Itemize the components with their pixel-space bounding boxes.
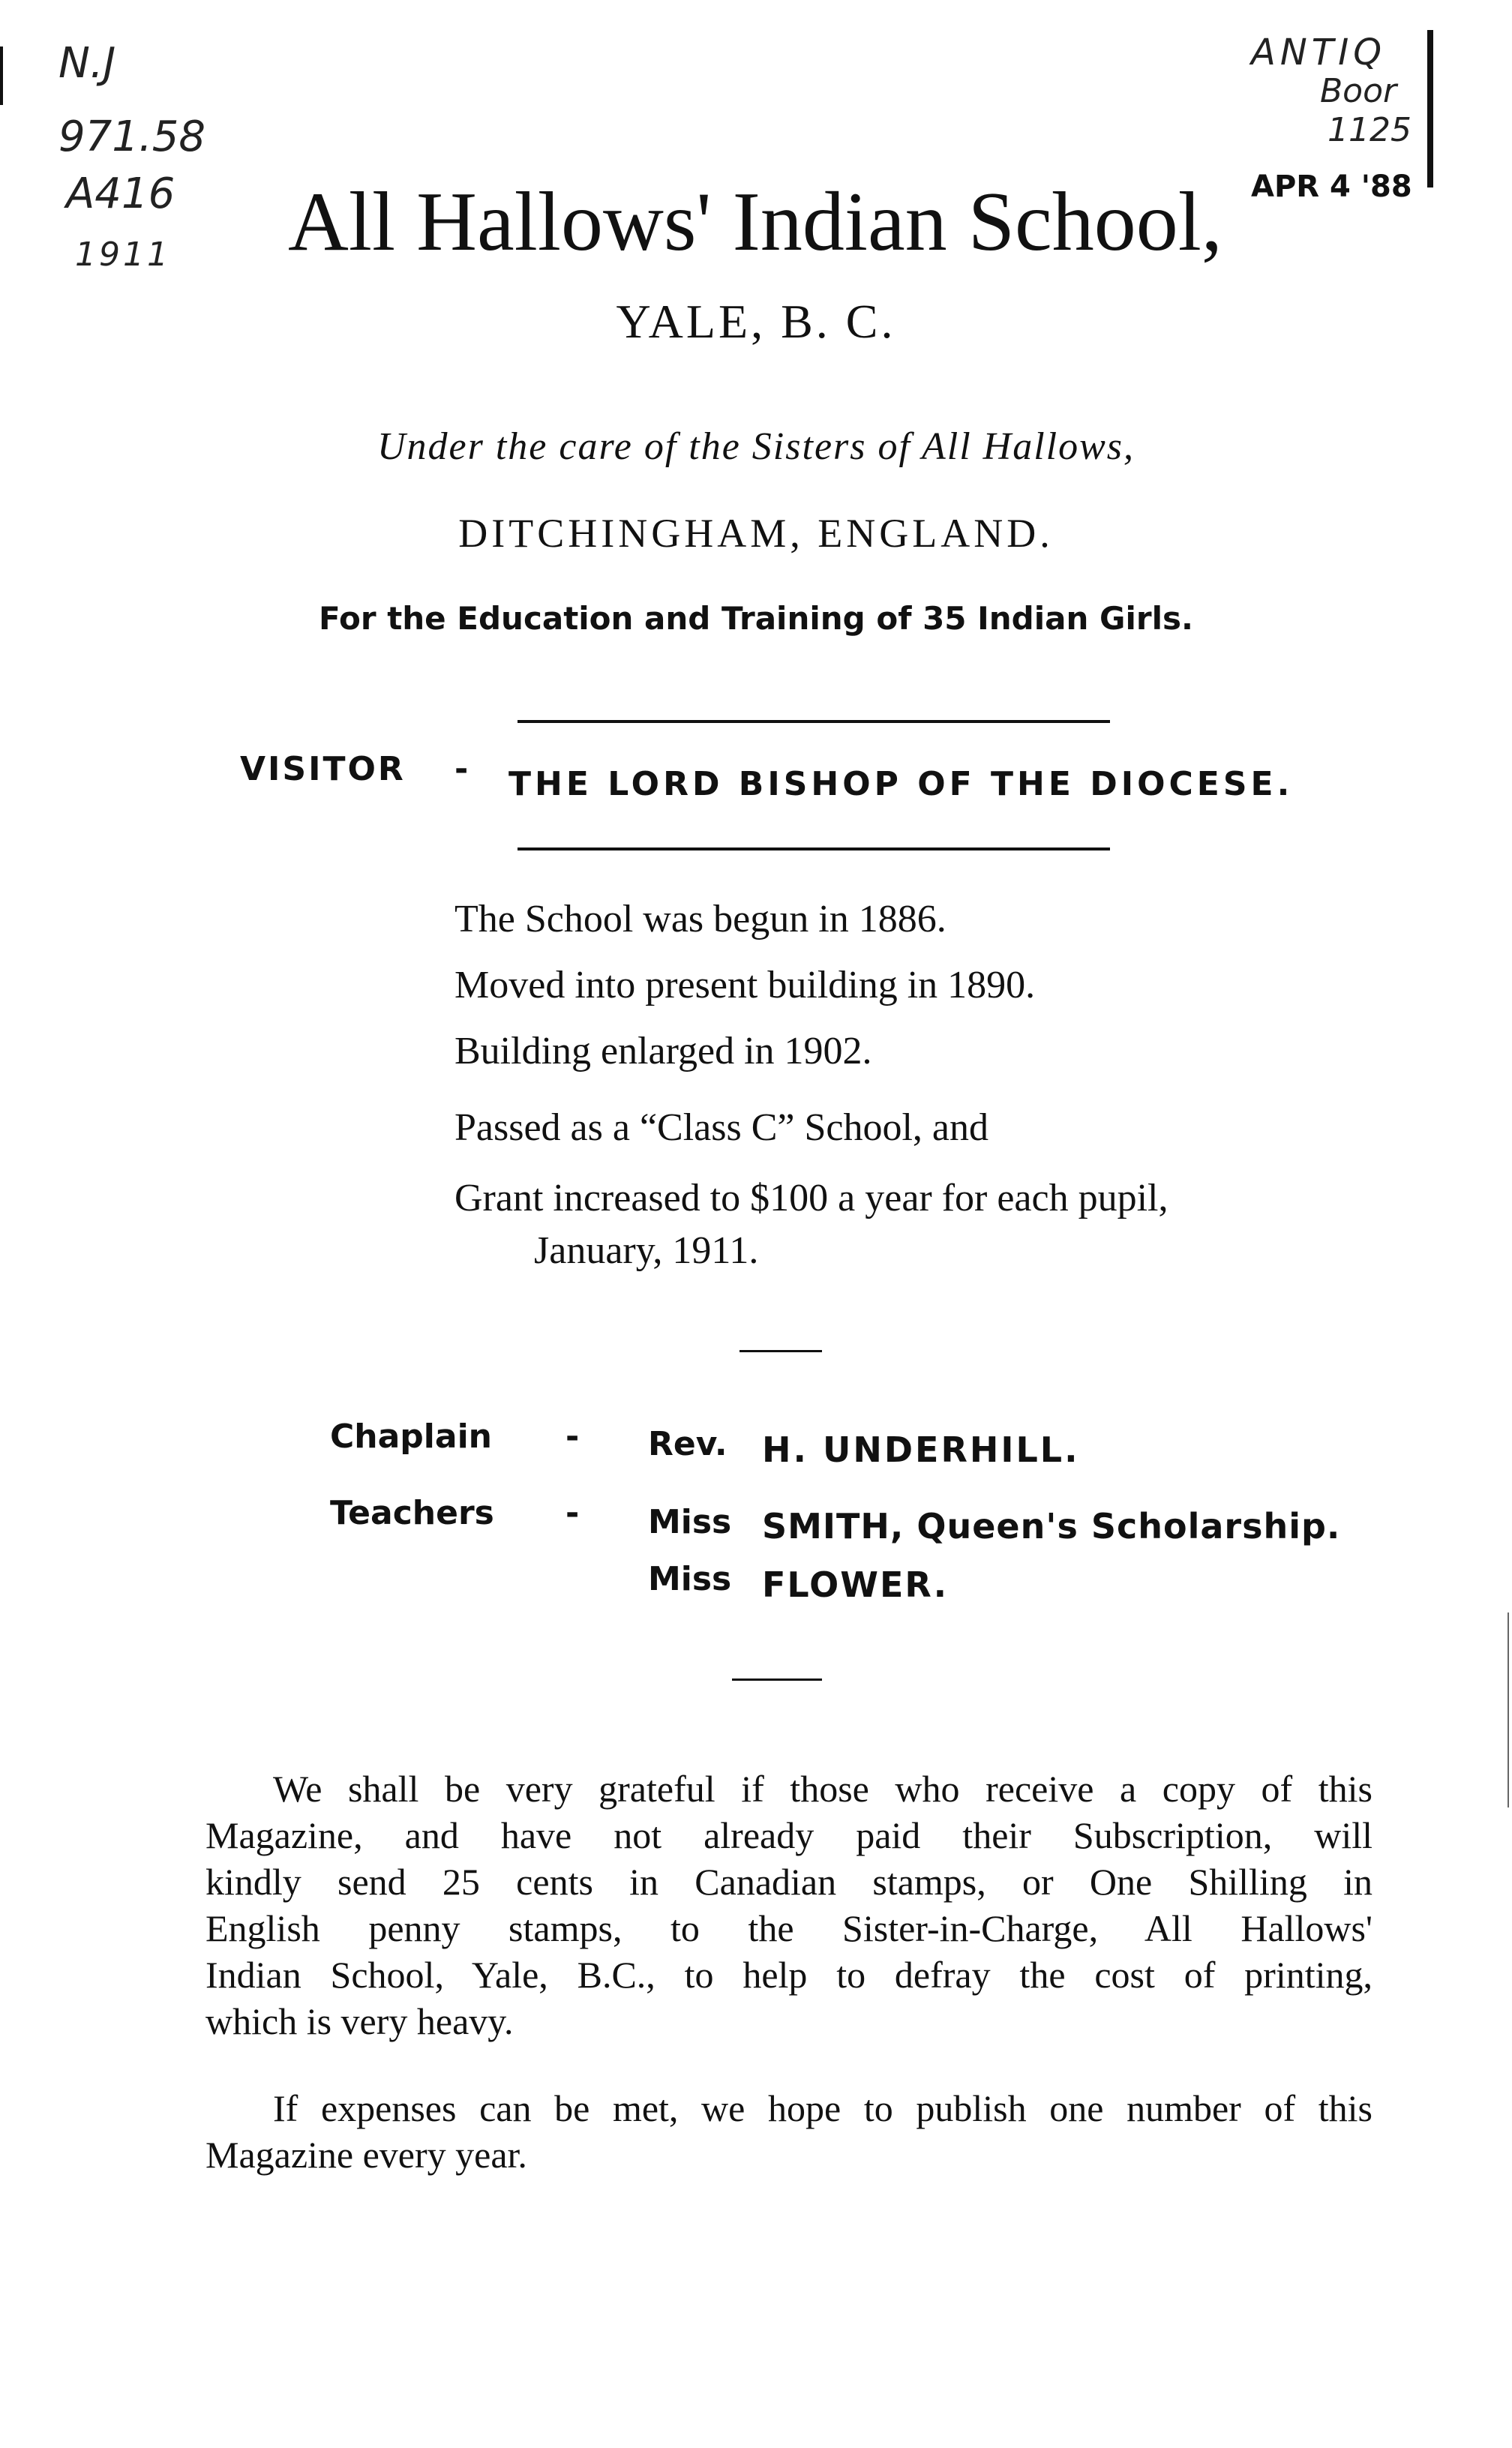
appeal-line: Indian School, Yale, B.C., to help to defray the cost of printing, [206,1954,1372,1996]
stamp-line-2: Boor [1320,72,1397,110]
divider-short-2 [732,1678,822,1681]
history-line: The School was begun in 1886. [454,898,946,940]
publication-paragraph [206,2085,1372,2178]
appeal-line: Magazine, and have not already paid their Subscription, will [206,1814,1372,1856]
teacher-title: Miss [648,1560,732,1598]
teacher-title: Miss [648,1503,732,1541]
call-number-1: N.J [58,39,116,88]
location-line: YALE, B. C. [616,295,896,348]
date-stamp: APR 4 '88 [1251,170,1412,204]
right-edge-line [1508,1612,1509,1808]
history-line: Grant increased to $100 a year for each pupil, [454,1177,1168,1220]
appeal-line: which is very heavy. [206,2000,514,2042]
right-border-mark [1427,30,1433,188]
visitor-value: THE LORD BISHOP OF THE DIOCESE. [508,765,1294,803]
call-number-3: A416 [66,170,176,218]
visitor-label: VISITOR [240,750,406,788]
history-line: January, 1911. [534,1229,759,1272]
appeal-line: kindly send 25 cents in Canadian stamps, or One Shilling in [206,1861,1372,1903]
care-line: Under the care of the Sisters of All Hallows, [376,425,1136,468]
history-line: Building enlarged in 1902. [454,1030,872,1072]
chaplain-title: Rev. [648,1425,728,1463]
divider-top [518,720,1110,723]
visitor-dash: - [454,750,469,788]
appeal-paragraph [206,1766,1372,2044]
call-number-2: 971.58 [58,112,206,161]
place-line: DITCHINGHAM, ENGLAND. [458,511,1054,556]
divider-short-1 [740,1350,822,1352]
teachers-dash: - [566,1494,580,1532]
stamp-line-1: ANTIQ [1251,32,1386,74]
call-number-4: 1911 [75,236,171,274]
teacher-name: FLOWER. [762,1564,949,1605]
appeal-line: We shall be very grateful if those who receive a copy of this [273,1768,1372,1810]
teachers-label: Teachers [330,1494,494,1532]
chaplain-dash: - [566,1418,580,1456]
divider-visitor [518,848,1110,850]
publication-line: Magazine every year. [206,2134,527,2176]
history-line: Passed as a “Class C” School, and [454,1106,989,1149]
stamp-line-3: 1125 [1328,111,1412,149]
publication-line: If expenses can be met, we hope to publish one number of this [273,2087,1372,2129]
page-title: All Hallows' Indian School, [288,176,1222,268]
history-line: Moved into present building in 1890. [454,964,1036,1006]
chaplain-name: H. UNDERHILL. [762,1430,1080,1470]
left-margin-mark [0,46,3,105]
appeal-line: English penny stamps, to the Sister-in-Charge, All Hallows' [206,1907,1372,1949]
purpose-line: For the Education and Training of 35 Indian Girls. [319,600,1193,637]
teacher-name: SMITH, Queen's Scholarship. [762,1506,1341,1546]
chaplain-label: Chaplain [330,1418,492,1456]
